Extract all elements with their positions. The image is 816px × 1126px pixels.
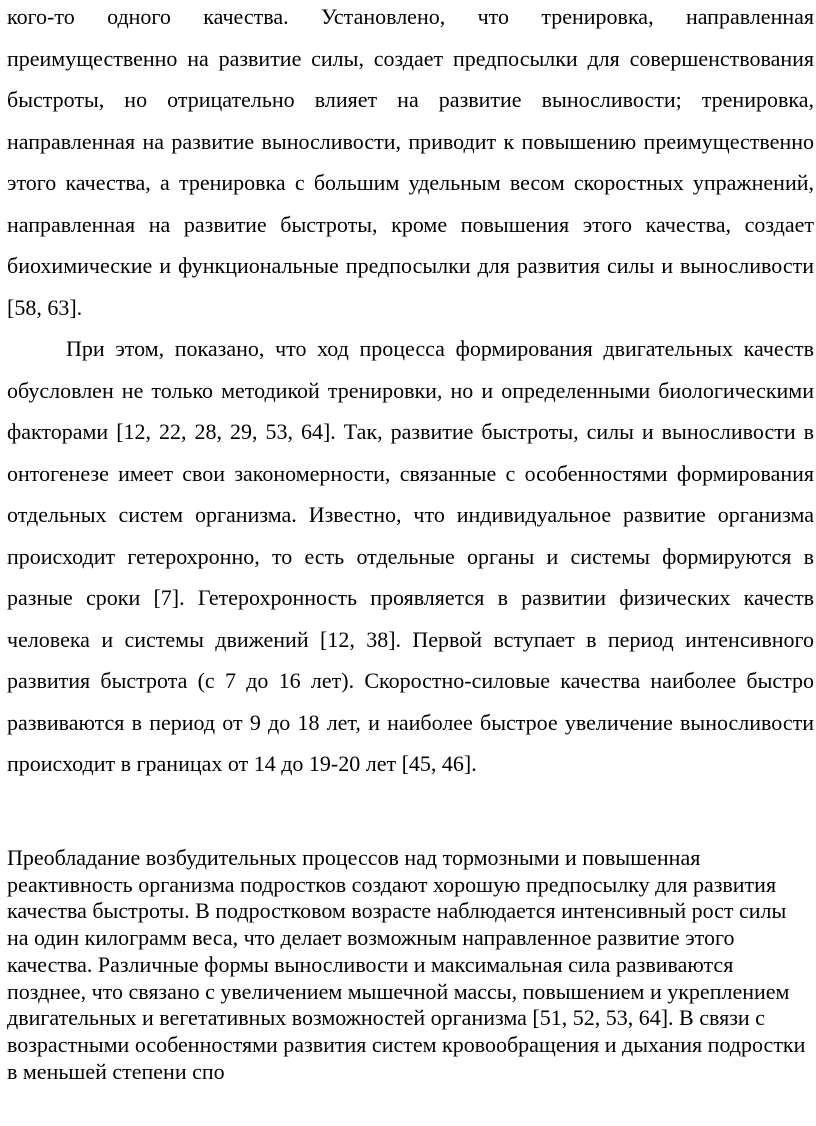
tail-text-block bbox=[7, 845, 807, 1085]
paragraph-2: При этом, показано, что ход процесса формирования двигательных качеств обусловлен не только методикой тренировки, но и определенными биологическими факторами [12, 22, 28, 29, 53, 64]. Так, развитие быстроты, силы и выносливости в онтогенезе имеет свои закономерности, связанные с особенностями формирования отдельных систем организма. Известно, что индивидуальное развитие организма происходит гетерохронно, то есть отдельные органы и системы формируются в разные сроки [7]. Гетерохронность проявляется в развитии физических качеств человека и системы движений [12, 38]. Первой вступает в период интенсивного развития быстрота (с 7 до 16 лет). Скоростно-силовые качества наиболее быстро развиваются в период от 9 до 18 лет, и наиболее быстрое увеличение выносливости происходит в границах от 14 до 19-20 лет [45, 46]. bbox=[7, 336, 814, 776]
main-text-block bbox=[7, 0, 814, 785]
paragraph-3: Преобладание возбудительных процессов над тормозными и повышенная реактивность организма подростков создают хорошую предпосылку для развития качества быстроты. В подростковом возрасте наблюдается интенсивный рост силы на один килограмм веса, что делает возможным направленное развитие этого качества. Различные формы выносливости и максимальная сила развиваются позднее, что связано с увеличением мышечной массы, повышением и укреплением двигательных и вегетативных возможностей организма [51, 52, 53, 64]. В связи с возрастными особенностями развития систем кровообращения и дыхания подростки в меньшей степени спо bbox=[7, 845, 806, 1084]
paragraph-1: кого-то одного качества. Установлено, что тренировка, направленная преимущественно на развитие силы, создает предпосылки для совершенствования быстроты, но отрицательно влияет на развитие выносливости; тренировка, направленная на развитие выносливости, приводит к повышению преимущественно этого качества, а тренировка с большим удельным весом скоростных упражнений, направленная на развитие быстроты, кроме повышения этого качества, создает биохимические и функциональные предпосылки для развития силы и выносливости [58, 63]. bbox=[7, 4, 814, 320]
